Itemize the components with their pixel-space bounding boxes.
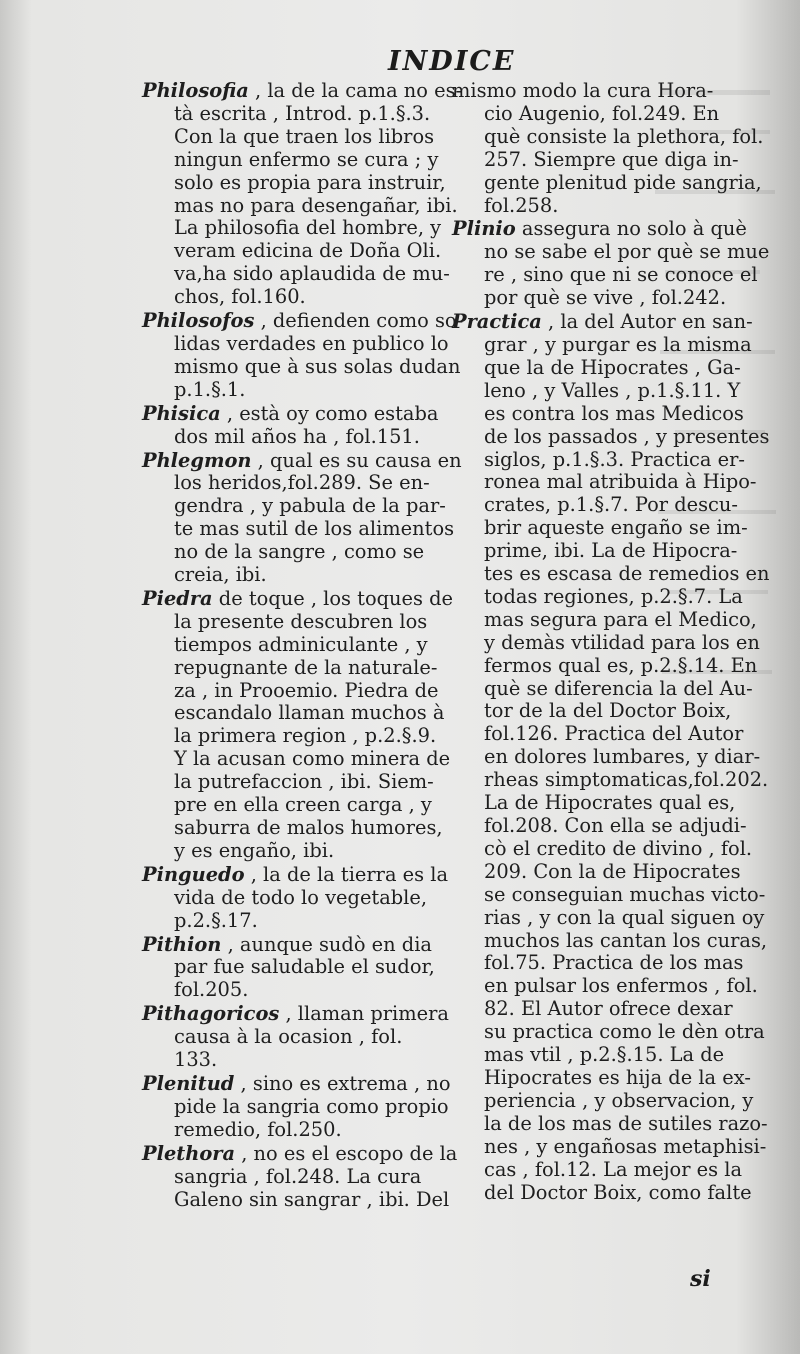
entry-line	[452, 882, 766, 907]
entry-line	[142, 147, 439, 172]
entry-text: què se diferencia la del Au-	[484, 676, 753, 700]
entry-line	[452, 264, 756, 287]
entry-line	[452, 103, 756, 126]
entry-text: en pulsar los enfermos , fol.	[484, 974, 758, 998]
entry-line	[142, 1187, 450, 1212]
entry-line	[452, 952, 756, 975]
entry-line	[142, 1071, 451, 1096]
entry-text: lidas verdades en publico lo	[174, 331, 449, 355]
entry-line	[142, 262, 450, 286]
entry-text: brir aqueste engaño se im-	[484, 516, 748, 540]
entry-text: Galeno sin sangrar , ibi. Del	[174, 1187, 450, 1211]
index-entry	[142, 309, 464, 402]
entry-text: del Doctor Boix, como falte	[484, 1180, 752, 1204]
index-entry	[142, 1071, 451, 1142]
entry-text: es contra los mas Medicos	[484, 401, 744, 425]
entry-headword: Pinguedo	[142, 862, 245, 886]
entry-line	[142, 1026, 432, 1049]
entry-line	[452, 655, 756, 678]
entry-text: ronea mal atribuida à Hipo-	[484, 470, 757, 494]
entry-headword: Phisica	[142, 401, 221, 425]
index-entry	[142, 862, 449, 933]
entry-text: gendra , y pabula de la par-	[174, 494, 446, 518]
entry-line	[142, 286, 432, 309]
entry-text: tor de la del Doctor Boix,	[484, 699, 732, 723]
entry-line	[452, 1090, 756, 1113]
index-entry	[142, 448, 462, 587]
entry-line	[142, 747, 451, 771]
entry-text: no de la sangre , como se	[174, 540, 425, 564]
entry-line	[142, 1141, 458, 1166]
entry-headword: Plinio	[452, 217, 516, 241]
entry-line	[142, 124, 435, 149]
entry-headword: Philosofos	[142, 309, 255, 333]
entry-line	[142, 541, 432, 564]
entry-line	[142, 379, 432, 402]
entry-text: grar , y purgar es la misma	[484, 332, 752, 356]
entry-text: causa à la ocasion , fol.	[174, 1025, 403, 1049]
entry-text: todas regiones, p.2.§.7. La	[484, 584, 743, 608]
entry-headword: Pithion	[142, 932, 222, 956]
entry-line	[452, 745, 761, 769]
entry-line	[452, 1182, 756, 1205]
entry-headword: Philosofia	[142, 79, 249, 102]
entry-line	[452, 723, 756, 746]
entry-text: veram edicina de Doña Oli.	[174, 239, 442, 263]
entry-line	[142, 426, 432, 449]
entry-line	[452, 403, 756, 426]
entry-line	[142, 771, 432, 794]
index-entry	[452, 217, 770, 310]
entry-line	[142, 354, 461, 379]
entry-line	[452, 124, 764, 149]
entry-line	[142, 1002, 449, 1026]
entry-text: La de Hipocrates qual es,	[484, 791, 736, 815]
entry-line	[452, 975, 756, 998]
entry-line	[142, 564, 432, 587]
entry-text: p.2.§.17.	[174, 908, 258, 932]
entry-text: no se sabe el por què se mue	[484, 240, 770, 264]
entry-line	[142, 586, 454, 611]
entry-line	[452, 1044, 756, 1067]
entry-text: za , in Prooemio. Piedra de	[174, 678, 439, 702]
entry-line	[142, 517, 455, 541]
entry-line	[142, 934, 432, 957]
index-entry	[142, 932, 435, 1003]
index-entry	[452, 310, 770, 1204]
entry-text: Con la que traen los libros	[174, 124, 435, 148]
entry-text: te mas sutil de los alimentos	[174, 517, 455, 541]
catchword: si	[690, 1266, 711, 1292]
entry-line	[452, 287, 756, 310]
entry-line	[452, 609, 756, 632]
entry-text: escandalo llaman muchos à	[174, 701, 445, 725]
entry-line	[142, 910, 432, 933]
entry-line	[142, 1119, 432, 1142]
entry-line	[142, 724, 437, 748]
index-entry	[142, 79, 463, 309]
entry-text: , defienden como so-	[260, 309, 464, 333]
entry-text: , no es el escopo de la	[241, 1141, 458, 1165]
index-entry	[142, 1002, 449, 1072]
entry-text: mismo modo la cura Hora-	[452, 79, 714, 102]
entry-text: que la de Hipocrates , Ga-	[484, 355, 741, 379]
entry-line	[142, 862, 449, 887]
entry-text: creia, ibi.	[174, 563, 267, 587]
entry-text: assegura no solo à què	[521, 217, 747, 241]
entry-text: prime, ibi. La de Hipocra-	[484, 539, 738, 563]
entry-line	[452, 1067, 756, 1090]
entry-line	[452, 861, 756, 884]
entry-line	[452, 905, 765, 930]
entry-text: tes es escasa de remedios en	[484, 562, 770, 586]
entry-line	[142, 701, 445, 725]
entry-text: tiempos adminiculante , y	[174, 632, 428, 656]
entry-text: , està oy como estaba	[226, 401, 439, 425]
index-entry	[142, 1141, 458, 1212]
entry-text: en dolores lumbares, y diar-	[484, 745, 761, 769]
entry-text: se conseguian muchas victo-	[484, 882, 766, 906]
entry-line	[142, 955, 435, 979]
entry-text: siglos, p.1.§.3. Practica er-	[484, 447, 745, 471]
entry-text: què consiste la plethora, fol.	[484, 124, 764, 148]
entry-text: fol.126. Practica del Autor	[484, 722, 744, 746]
entry-line	[452, 815, 756, 838]
entry-text: fol.208. Con ella se adjudi-	[484, 814, 747, 837]
entry-line	[142, 655, 438, 680]
entry-line	[452, 218, 756, 241]
entry-line	[452, 149, 756, 172]
entry-text: chos, fol.160.	[174, 285, 306, 309]
entry-line	[452, 357, 756, 380]
entry-text: pre en ella creen carga , y	[174, 793, 432, 817]
entry-line	[452, 1020, 765, 1044]
entry-text: re , sino que ni se conoce el	[484, 263, 758, 287]
entry-line	[452, 449, 756, 472]
entry-line	[142, 840, 432, 863]
right-column	[452, 79, 770, 1205]
entry-text: crates, p.1.§.7. Por descu-	[484, 493, 738, 517]
entry-line	[142, 979, 432, 1002]
entry-line	[452, 562, 770, 586]
entry-text: Hipocrates es hija de la ex-	[484, 1065, 751, 1089]
entry-text: Y la acusan como minera de	[174, 747, 451, 771]
entry-text: la primera region , p.2.§.9.	[174, 724, 437, 748]
entry-line	[452, 170, 762, 195]
entry-text: la de los mas de sutiles razo-	[484, 1111, 768, 1135]
entry-line	[142, 794, 432, 817]
entry-line	[452, 678, 756, 701]
entry-text: repugnante de la naturale-	[174, 655, 438, 679]
entry-text: , llaman primera	[285, 1002, 449, 1026]
entry-text: y demàs vtilidad para los en	[484, 630, 760, 654]
entry-line	[142, 331, 449, 356]
entry-text: rias , y con la qual siguen oy	[484, 905, 765, 929]
entry-line	[452, 792, 756, 815]
entry-line	[452, 380, 756, 403]
entry-line	[452, 195, 756, 218]
entry-text: fol.205.	[174, 978, 249, 1002]
entry-headword: Plenitud	[142, 1071, 235, 1095]
entry-text: 82. El Autor ofrece dexar	[484, 997, 733, 1021]
entry-text: vida de todo lo vegetable,	[174, 885, 428, 909]
entry-headword: Plethora	[142, 1141, 236, 1165]
entry-line	[142, 1166, 432, 1189]
entry-headword: Practica	[452, 310, 542, 334]
entry-line	[142, 170, 446, 195]
entry-text: fol.258.	[484, 193, 559, 217]
entry-line	[452, 838, 756, 861]
entry-text: rheas simptomaticas,fol.202.	[484, 768, 769, 792]
entry-line	[452, 1134, 767, 1159]
index-entry	[452, 79, 764, 217]
entry-text: periencia , y observacion, y	[484, 1088, 754, 1112]
entry-line	[452, 240, 770, 264]
entry-text: fol.75. Practica de los mas	[484, 951, 744, 975]
entry-text: su practica como le dèn otra	[484, 1020, 765, 1044]
entry-line	[142, 103, 432, 126]
entry-line	[142, 193, 458, 218]
entry-text: la putrefaccion , ibi. Siem-	[174, 770, 434, 794]
entry-line	[452, 540, 756, 563]
entry-text: solo es propia para instruir,	[174, 170, 446, 194]
entry-line	[452, 424, 770, 449]
entry-text: cas , fol.12. La mejor es la	[484, 1157, 743, 1181]
entry-text: par fue saludable el sudor,	[174, 955, 435, 979]
entry-text: los heridos,fol.289. Se en-	[174, 471, 430, 495]
entry-text: sangria , fol.248. La cura	[174, 1164, 422, 1188]
entry-line	[142, 1094, 449, 1119]
entry-text: , la del Autor en san-	[548, 310, 753, 334]
entry-text: tà escrita , Introd. p.1.§.3.	[174, 101, 431, 125]
entry-text: cò el credito de divino , fol.	[484, 836, 753, 860]
entry-text: dos mil años ha , fol.151.	[174, 424, 420, 448]
entry-text: de los passados , y presentes	[484, 424, 770, 448]
entry-text: La philosofia del hombre, y	[174, 216, 442, 240]
entry-text: y es engaño, ibi.	[174, 838, 335, 862]
entry-line	[452, 700, 756, 723]
entry-text: fermos qual es, p.2.§.14. En	[484, 653, 758, 677]
entry-text: , aunque sudò en dia	[227, 932, 432, 956]
entry-text: 209. Con la de Hipocrates	[484, 859, 741, 883]
entry-text: mas no para desengañar, ibi.	[174, 193, 458, 217]
entry-text: , sino es extrema , no	[240, 1071, 451, 1095]
entry-text: nes , y engañosas metaphisi-	[484, 1134, 767, 1158]
entry-text: , la de la tierra es la	[250, 862, 449, 886]
entry-line	[142, 448, 462, 473]
entry-line	[452, 334, 756, 357]
entry-text: mas segura para el Medico,	[484, 607, 757, 631]
entry-line	[452, 998, 756, 1021]
entry-line	[142, 816, 443, 840]
entry-line	[142, 887, 432, 910]
entry-text: va,ha sido aplaudida de mu-	[174, 262, 450, 286]
running-head: INDICE	[388, 46, 516, 77]
index-entry	[142, 586, 454, 863]
entry-line	[452, 80, 756, 103]
entry-line	[142, 494, 446, 518]
entry-line	[142, 401, 439, 426]
entry-line	[142, 1049, 432, 1072]
entry-text: cio Augenio, fol.249. En	[484, 101, 720, 125]
entry-line	[142, 239, 442, 263]
entry-text: mismo que à sus solas dudan	[174, 354, 461, 378]
entry-line	[452, 1159, 756, 1182]
entry-text: ningun enfermo se cura ; y	[174, 147, 439, 171]
entry-text: remedio, fol.250.	[174, 1117, 342, 1141]
entry-line	[452, 494, 756, 517]
entry-text: mas vtil , p.2.§.15. La de	[484, 1043, 725, 1067]
entry-text: la presente descubren los	[174, 609, 428, 633]
entry-line	[452, 517, 756, 540]
entry-headword: Phlegmon	[142, 448, 252, 472]
entry-text: leno , y Valles , p.1.§.11. Y	[484, 378, 741, 402]
entry-headword: Piedra	[142, 586, 213, 610]
entry-text: p.1.§.1.	[174, 377, 246, 401]
entry-text: saburra de malos humores,	[174, 816, 443, 839]
entry-text: 257. Siempre que diga in-	[484, 147, 739, 171]
entry-line	[142, 309, 464, 333]
entry-text: 133.	[174, 1048, 218, 1072]
entry-text: pide la sangria como propio	[174, 1094, 449, 1118]
entry-text: muchos las cantan los curas,	[484, 928, 768, 952]
entry-line	[452, 928, 768, 953]
entry-line	[452, 471, 756, 494]
entry-text: , qual es su causa en	[257, 448, 462, 472]
entry-text: gente plenitud pide sangria,	[484, 170, 762, 194]
entry-line	[142, 472, 432, 495]
entry-line	[142, 611, 432, 634]
left-column	[142, 79, 464, 1212]
entry-line	[452, 1111, 768, 1136]
entry-text: de toque , los toques de	[218, 586, 454, 610]
entry-line	[452, 586, 756, 609]
entry-line	[142, 634, 432, 657]
entry-line	[452, 311, 756, 334]
entry-text: , la de la cama no es-	[255, 79, 463, 102]
index-entry	[142, 401, 439, 449]
entry-line	[452, 630, 760, 655]
entry-line	[142, 79, 463, 103]
entry-line	[452, 768, 769, 792]
entry-headword: Pithagoricos	[142, 1002, 280, 1026]
entry-text: por què se vive , fol.242.	[484, 286, 727, 310]
entry-line	[142, 678, 439, 703]
entry-line	[142, 216, 442, 240]
